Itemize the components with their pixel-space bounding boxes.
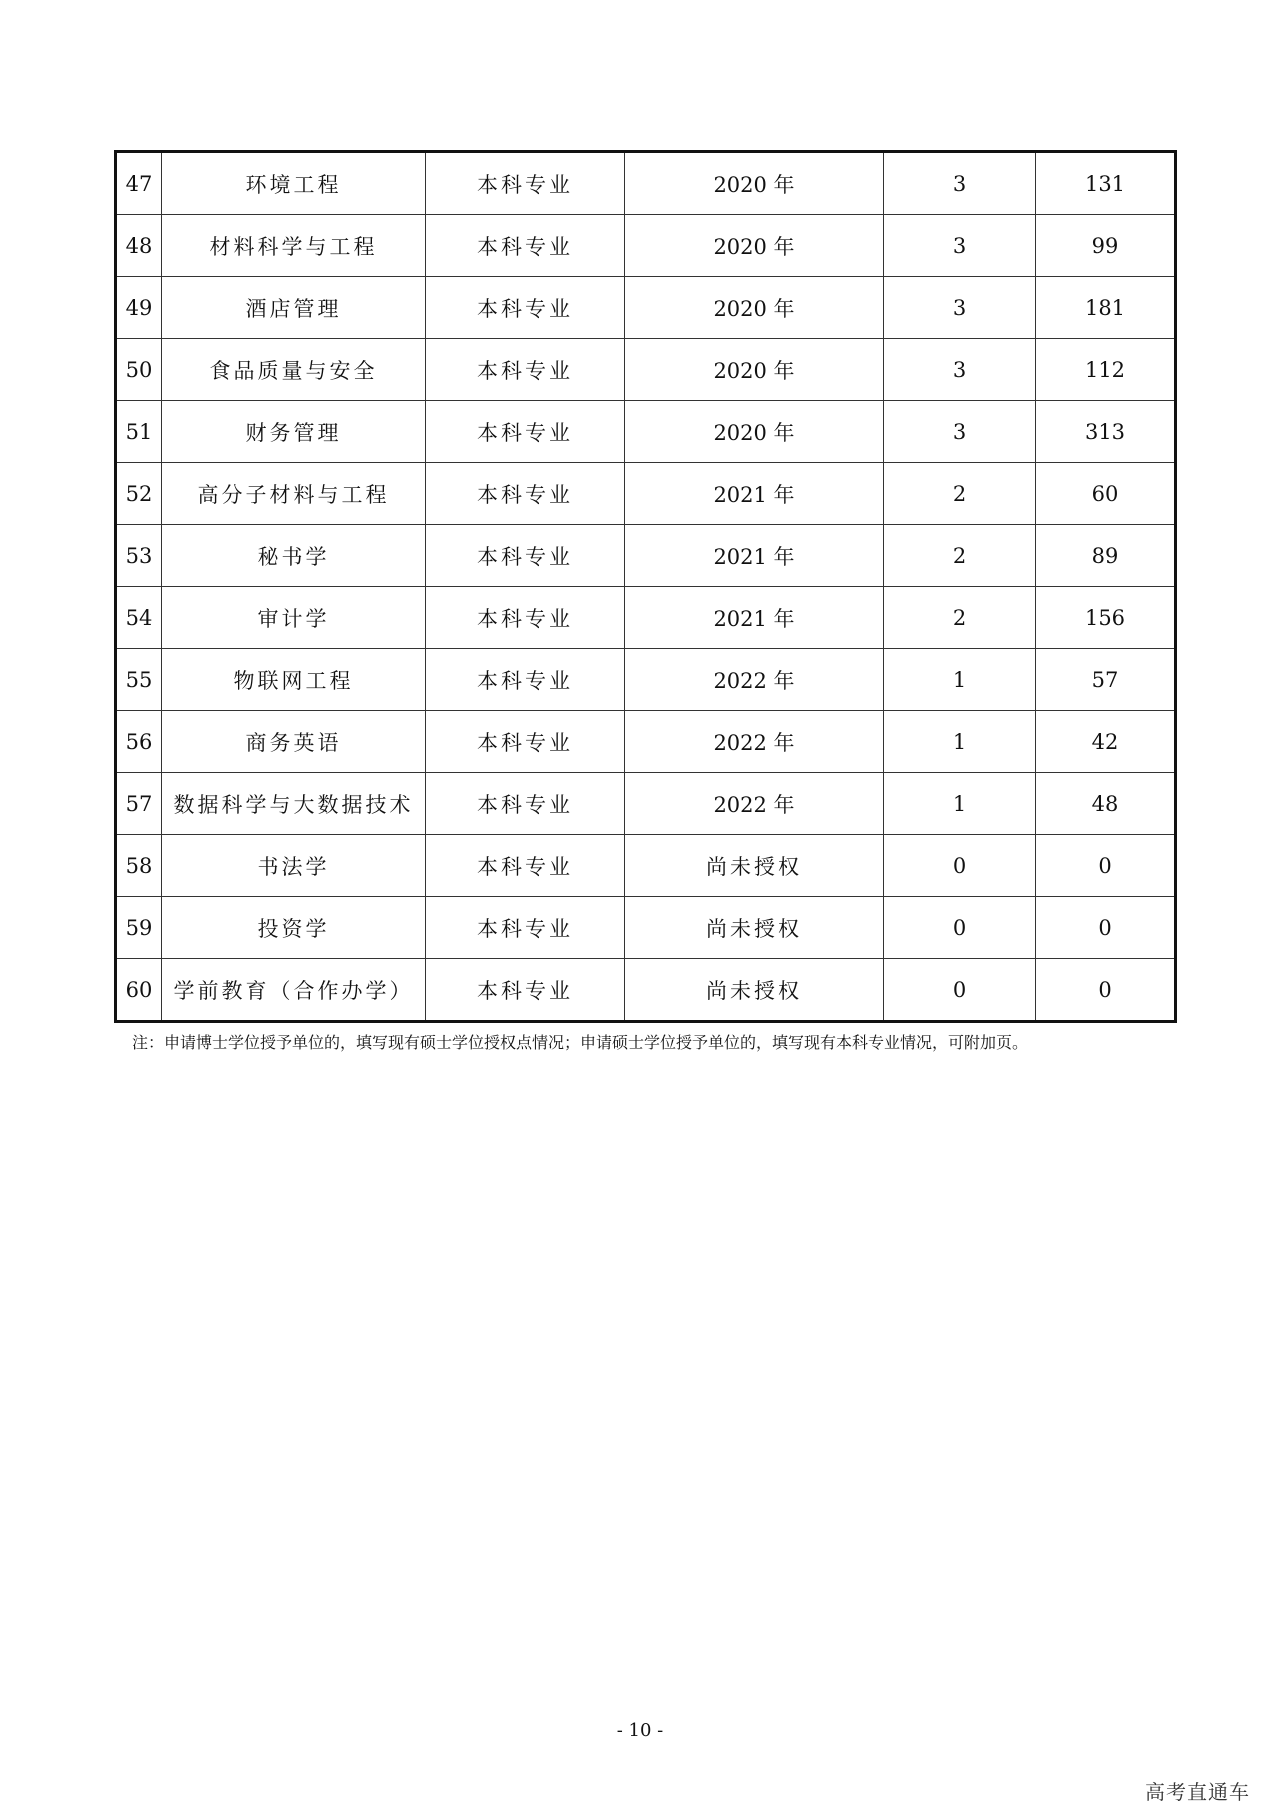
authorization-year-cell: 2020 年 [625, 339, 884, 401]
graduation-years-cell: 3 [884, 339, 1036, 401]
row-number-cell: 51 [116, 401, 162, 463]
graduation-years-cell: 3 [884, 152, 1036, 215]
major-type-cell: 本科专业 [426, 835, 625, 897]
student-count-cell: 112 [1036, 339, 1176, 401]
graduation-years-cell: 2 [884, 525, 1036, 587]
table-row [116, 835, 1176, 897]
table-note: 注：申请博士学位授予单位的，填写现有硕士学位授权点情况；申请硕士学位授予单位的，填写现有本科专业情况，可附加页。 [132, 1033, 1029, 1052]
row-number-cell: 49 [116, 277, 162, 339]
graduation-years-cell: 0 [884, 959, 1036, 1022]
student-count-cell: 0 [1036, 835, 1176, 897]
student-count-cell: 0 [1036, 959, 1176, 1022]
authorization-year-cell: 2021 年 [625, 587, 884, 649]
major-name-cell: 商务英语 [162, 711, 426, 773]
student-count-cell: 60 [1036, 463, 1176, 525]
row-number-cell: 50 [116, 339, 162, 401]
student-count-cell: 89 [1036, 525, 1176, 587]
authorization-year-cell: 2022 年 [625, 649, 884, 711]
row-number-cell: 55 [116, 649, 162, 711]
watermark: 高考直通车 [1145, 1780, 1250, 1804]
table-row [116, 773, 1176, 835]
authorization-year-cell: 2020 年 [625, 152, 884, 215]
graduation-years-cell: 3 [884, 401, 1036, 463]
graduation-years-cell: 2 [884, 463, 1036, 525]
authorization-year-cell: 尚未授权 [625, 897, 884, 959]
graduation-years-cell: 2 [884, 587, 1036, 649]
authorization-year-cell: 2020 年 [625, 401, 884, 463]
table-row [116, 587, 1176, 649]
graduation-years-cell: 1 [884, 773, 1036, 835]
major-name-cell: 数据科学与大数据技术 [162, 773, 426, 835]
major-type-cell: 本科专业 [426, 152, 625, 215]
major-name-cell: 财务管理 [162, 401, 426, 463]
row-number-cell: 47 [116, 152, 162, 215]
table-row [116, 525, 1176, 587]
majors-table-body [116, 152, 1176, 1022]
row-number-cell: 56 [116, 711, 162, 773]
major-type-cell: 本科专业 [426, 649, 625, 711]
major-type-cell: 本科专业 [426, 773, 625, 835]
row-number-cell: 48 [116, 215, 162, 277]
major-type-cell: 本科专业 [426, 897, 625, 959]
authorization-year-cell: 2022 年 [625, 711, 884, 773]
row-number-cell: 58 [116, 835, 162, 897]
majors-table [114, 150, 1177, 1023]
graduation-years-cell: 0 [884, 897, 1036, 959]
row-number-cell: 57 [116, 773, 162, 835]
graduation-years-cell: 1 [884, 711, 1036, 773]
table-row [116, 897, 1176, 959]
major-type-cell: 本科专业 [426, 277, 625, 339]
student-count-cell: 181 [1036, 277, 1176, 339]
row-number-cell: 54 [116, 587, 162, 649]
authorization-year-cell: 2021 年 [625, 463, 884, 525]
table-row [116, 463, 1176, 525]
authorization-year-cell: 2022 年 [625, 773, 884, 835]
major-type-cell: 本科专业 [426, 463, 625, 525]
student-count-cell: 42 [1036, 711, 1176, 773]
major-name-cell: 材料科学与工程 [162, 215, 426, 277]
graduation-years-cell: 3 [884, 215, 1036, 277]
authorization-year-cell: 2021 年 [625, 525, 884, 587]
major-name-cell: 投资学 [162, 897, 426, 959]
row-number-cell: 53 [116, 525, 162, 587]
authorization-year-cell: 2020 年 [625, 277, 884, 339]
major-type-cell: 本科专业 [426, 401, 625, 463]
student-count-cell: 0 [1036, 897, 1176, 959]
major-name-cell: 学前教育（合作办学） [162, 959, 426, 1022]
table-row [116, 711, 1176, 773]
row-number-cell: 60 [116, 959, 162, 1022]
student-count-cell: 131 [1036, 152, 1176, 215]
graduation-years-cell: 1 [884, 649, 1036, 711]
student-count-cell: 313 [1036, 401, 1176, 463]
major-name-cell: 物联网工程 [162, 649, 426, 711]
major-name-cell: 秘书学 [162, 525, 426, 587]
major-type-cell: 本科专业 [426, 587, 625, 649]
table-row [116, 277, 1176, 339]
table-row [116, 401, 1176, 463]
major-name-cell: 酒店管理 [162, 277, 426, 339]
major-name-cell: 书法学 [162, 835, 426, 897]
row-number-cell: 59 [116, 897, 162, 959]
table-row [116, 649, 1176, 711]
major-name-cell: 环境工程 [162, 152, 426, 215]
table-row [116, 215, 1176, 277]
major-name-cell: 审计学 [162, 587, 426, 649]
graduation-years-cell: 0 [884, 835, 1036, 897]
student-count-cell: 48 [1036, 773, 1176, 835]
row-number-cell: 52 [116, 463, 162, 525]
authorization-year-cell: 尚未授权 [625, 835, 884, 897]
graduation-years-cell: 3 [884, 277, 1036, 339]
page-number: - 10 - [616, 1720, 664, 1741]
table-row [116, 339, 1176, 401]
student-count-cell: 156 [1036, 587, 1176, 649]
authorization-year-cell: 尚未授权 [625, 959, 884, 1022]
table-row [116, 959, 1176, 1022]
major-name-cell: 高分子材料与工程 [162, 463, 426, 525]
student-count-cell: 57 [1036, 649, 1176, 711]
major-name-cell: 食品质量与安全 [162, 339, 426, 401]
major-type-cell: 本科专业 [426, 215, 625, 277]
major-type-cell: 本科专业 [426, 711, 625, 773]
table-row [116, 152, 1176, 215]
student-count-cell: 99 [1036, 215, 1176, 277]
authorization-year-cell: 2020 年 [625, 215, 884, 277]
major-type-cell: 本科专业 [426, 339, 625, 401]
major-type-cell: 本科专业 [426, 959, 625, 1022]
major-type-cell: 本科专业 [426, 525, 625, 587]
